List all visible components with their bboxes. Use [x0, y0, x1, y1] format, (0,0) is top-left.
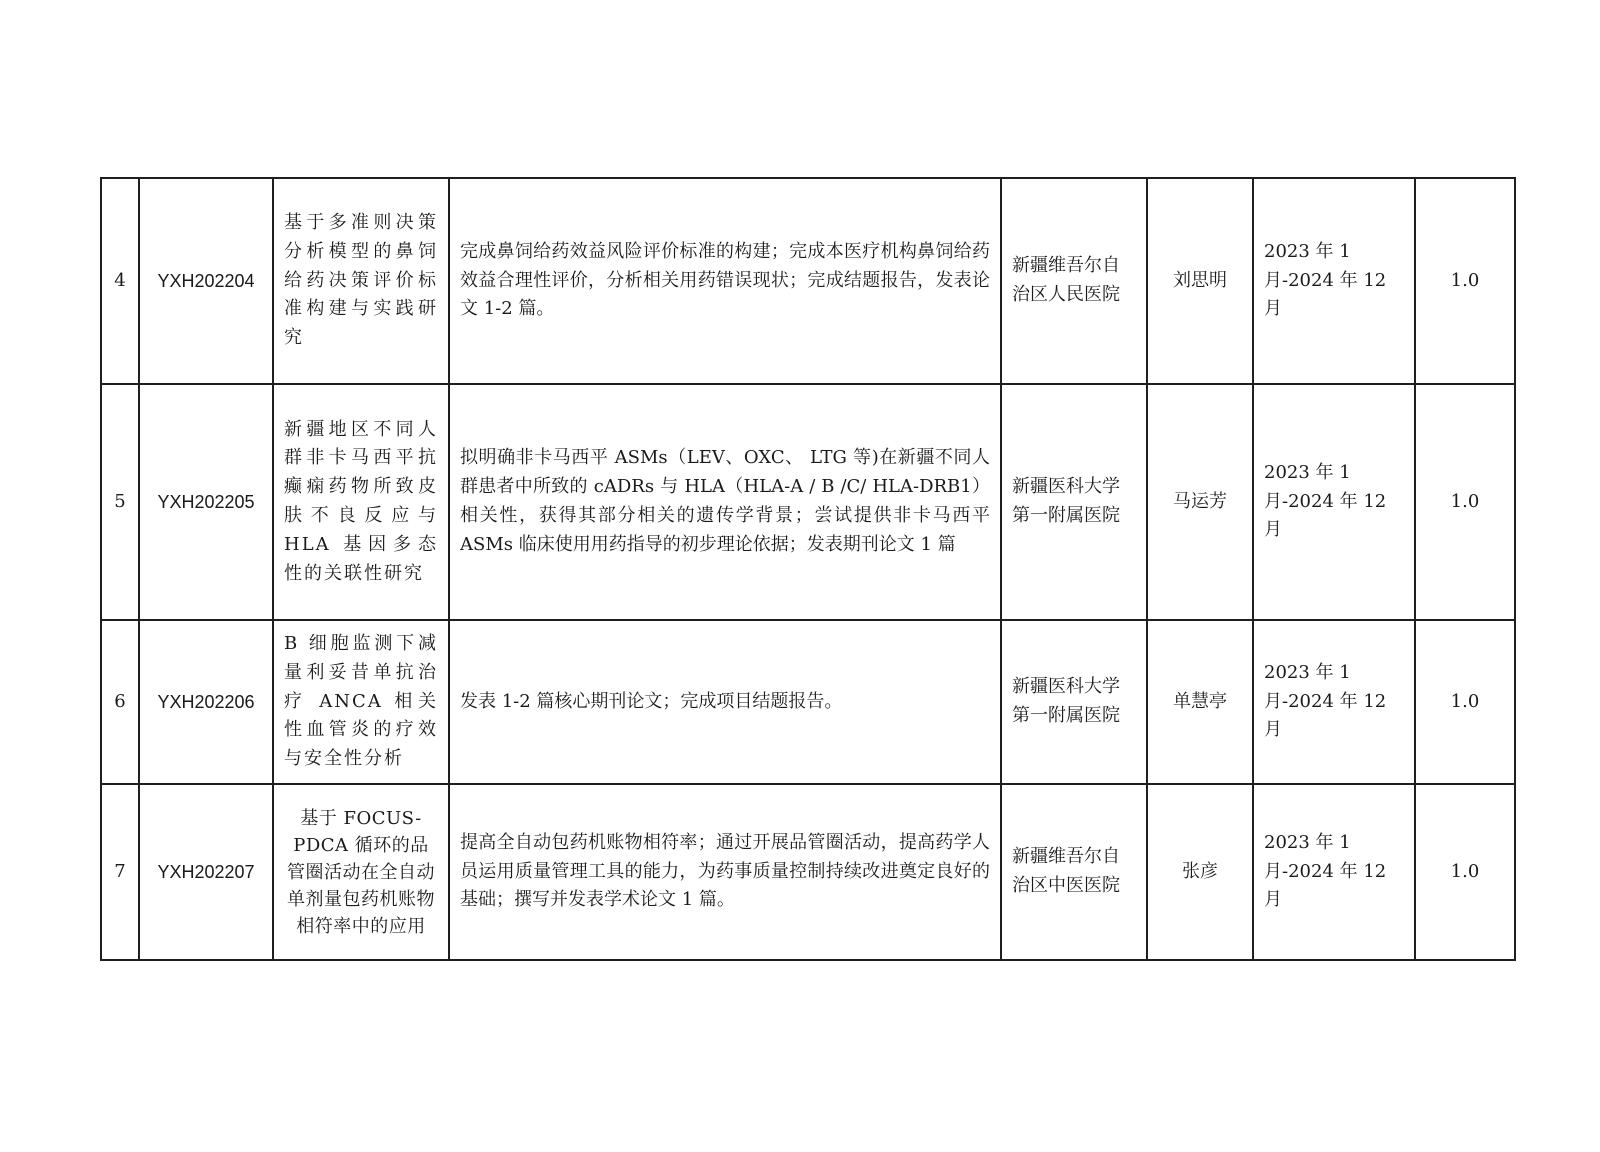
- project-leader: 张彦: [1147, 784, 1253, 960]
- project-table: [100, 177, 1516, 961]
- project-goal: 提高全自动包药机账物相符率；通过开展品管圈活动，提高药学人员运用质量管理工具的能力，为药事质量控制持续改进奠定良好的基础；撰写并发表学术论文 1 篇。: [449, 784, 1001, 960]
- project-organization: 新疆医科大学第一附属医院: [1001, 384, 1147, 620]
- project-period: 2023 年 1 月-2024 年 12 月: [1253, 384, 1415, 620]
- project-title: 基于 FOCUS-PDCA 循环的品管圈活动在全自动单剂量包药机账物相符率中的应用: [273, 784, 449, 960]
- project-title: B 细胞监测下减量利妥昔单抗治疗 ANCA 相关性血管炎的疗效与安全性分析: [273, 620, 449, 784]
- project-funding: 1.0: [1415, 178, 1515, 384]
- row-number: 6: [101, 620, 139, 784]
- project-title: 基于多准则决策分析模型的鼻饲给药决策评价标准构建与实践研究: [273, 178, 449, 384]
- project-code: YXH202204: [139, 178, 273, 384]
- project-period: 2023 年 1 月-2024 年 12 月: [1253, 784, 1415, 960]
- project-organization: 新疆维吾尔自治区人民医院: [1001, 178, 1147, 384]
- project-code: YXH202206: [139, 620, 273, 784]
- project-organization: 新疆维吾尔自治区中医医院: [1001, 784, 1147, 960]
- row-number: 5: [101, 384, 139, 620]
- row-number: 7: [101, 784, 139, 960]
- project-leader: 刘思明: [1147, 178, 1253, 384]
- project-goal: 完成鼻饲给药效益风险评价标准的构建；完成本医疗机构鼻饲给药效益合理性评价，分析相关用药错误现状；完成结题报告，发表论文 1-2 篇。: [449, 178, 1001, 384]
- project-period: 2023 年 1 月-2024 年 12 月: [1253, 620, 1415, 784]
- project-organization: 新疆医科大学第一附属医院: [1001, 620, 1147, 784]
- project-code: YXH202207: [139, 784, 273, 960]
- project-goal: 发表 1-2 篇核心期刊论文；完成项目结题报告。: [449, 620, 1001, 784]
- project-funding: 1.0: [1415, 620, 1515, 784]
- table-row: [101, 178, 1515, 384]
- row-number: 4: [101, 178, 139, 384]
- project-goal: 拟明确非卡马西平 ASMs（LEV、OXC、 LTG 等)在新疆不同人群患者中所致的 cADRs 与 HLA（HLA-A / B /C/ HLA-DRB1）相关性，获得其部分相关的遗传学背景；尝试提供非卡马西平 ASMs 临床使用用药指导的初步理论依据；发表期刊论文 1 篇: [449, 384, 1001, 620]
- table-row: [101, 784, 1515, 960]
- project-funding: 1.0: [1415, 384, 1515, 620]
- project-period: 2023 年 1 月-2024 年 12 月: [1253, 178, 1415, 384]
- project-leader: 单慧亭: [1147, 620, 1253, 784]
- table-row: [101, 384, 1515, 620]
- project-leader: 马运芳: [1147, 384, 1253, 620]
- table-row: [101, 620, 1515, 784]
- project-code: YXH202205: [139, 384, 273, 620]
- project-title: 新疆地区不同人群非卡马西平抗癫痫药物所致皮肤不良反应与 HLA 基因多态性的关联性研究: [273, 384, 449, 620]
- project-funding: 1.0: [1415, 784, 1515, 960]
